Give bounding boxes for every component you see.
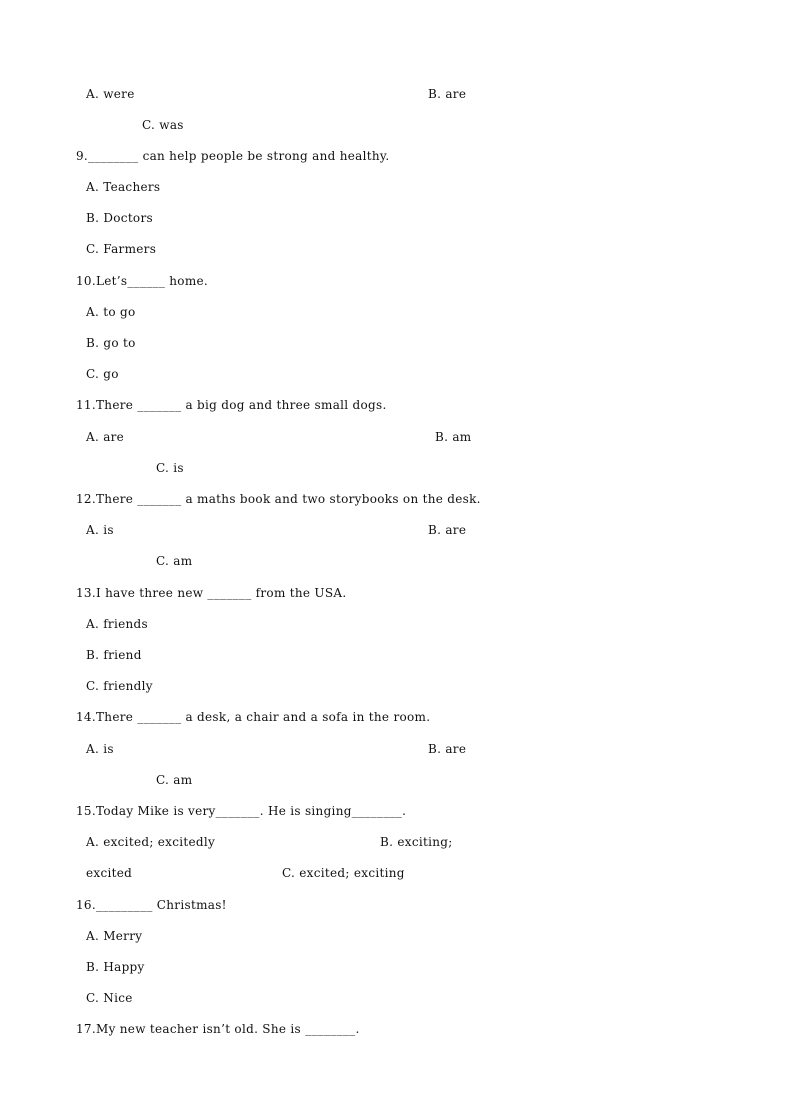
q16-option-c: C. Nice	[86, 991, 133, 1005]
q16-option-b: B. Happy	[86, 960, 145, 974]
q12-option-b: B. are	[428, 523, 467, 537]
q15-option-c: C. excited; exciting	[282, 866, 405, 880]
q13-question: 13.I have three new _______ from the USA.	[76, 586, 347, 600]
q15-option-a: A. excited; excitedly	[86, 835, 216, 849]
q13-option-c: C. friendly	[86, 679, 153, 693]
q17-question: 17.My new teacher isn’t old. She is ________.	[76, 1022, 360, 1036]
q9-option-b: B. Doctors	[86, 211, 153, 225]
q12-question: 12.There _______ a maths book and two storybooks on the desk.	[76, 492, 481, 506]
q9-question: 9.________ can help people be strong and healthy.	[76, 149, 390, 163]
q8-option-a: A. were	[86, 87, 135, 101]
q8-option-b: B. are	[428, 87, 467, 101]
q15-option-b: B. exciting;	[380, 835, 453, 849]
q9-option-a: A. Teachers	[86, 180, 161, 194]
q10-question: 10.Let’s______ home.	[76, 274, 209, 288]
q11-option-a: A. are	[86, 430, 125, 444]
q14-option-a: A. is	[86, 742, 114, 756]
q16-option-a: A. Merry	[86, 929, 143, 943]
q13-option-a: A. friends	[86, 617, 148, 631]
q10-option-b: B. go to	[86, 336, 136, 350]
q16-question: 16._________ Christmas!	[76, 898, 227, 912]
q15-option-b-continued: excited	[86, 866, 133, 880]
q14-question: 14.There _______ a desk, a chair and a sofa in the room.	[76, 710, 431, 724]
q9-option-c: C. Farmers	[86, 242, 157, 256]
q15-question: 15.Today Mike is very_______. He is singing________.	[76, 804, 407, 818]
q12-option-c: C. am	[156, 554, 193, 568]
q14-option-b: B. are	[428, 742, 467, 756]
q11-option-b: B. am	[435, 430, 472, 444]
q14-option-c: C. am	[156, 773, 193, 787]
q8-option-c: C. was	[142, 118, 184, 132]
q10-option-a: A. to go	[86, 305, 136, 319]
q10-option-c: C. go	[86, 367, 119, 381]
q12-option-a: A. is	[86, 523, 114, 537]
q11-option-c: C. is	[156, 461, 184, 475]
q13-option-b: B. friend	[86, 648, 142, 662]
q11-question: 11.There _______ a big dog and three small dogs.	[76, 398, 387, 412]
